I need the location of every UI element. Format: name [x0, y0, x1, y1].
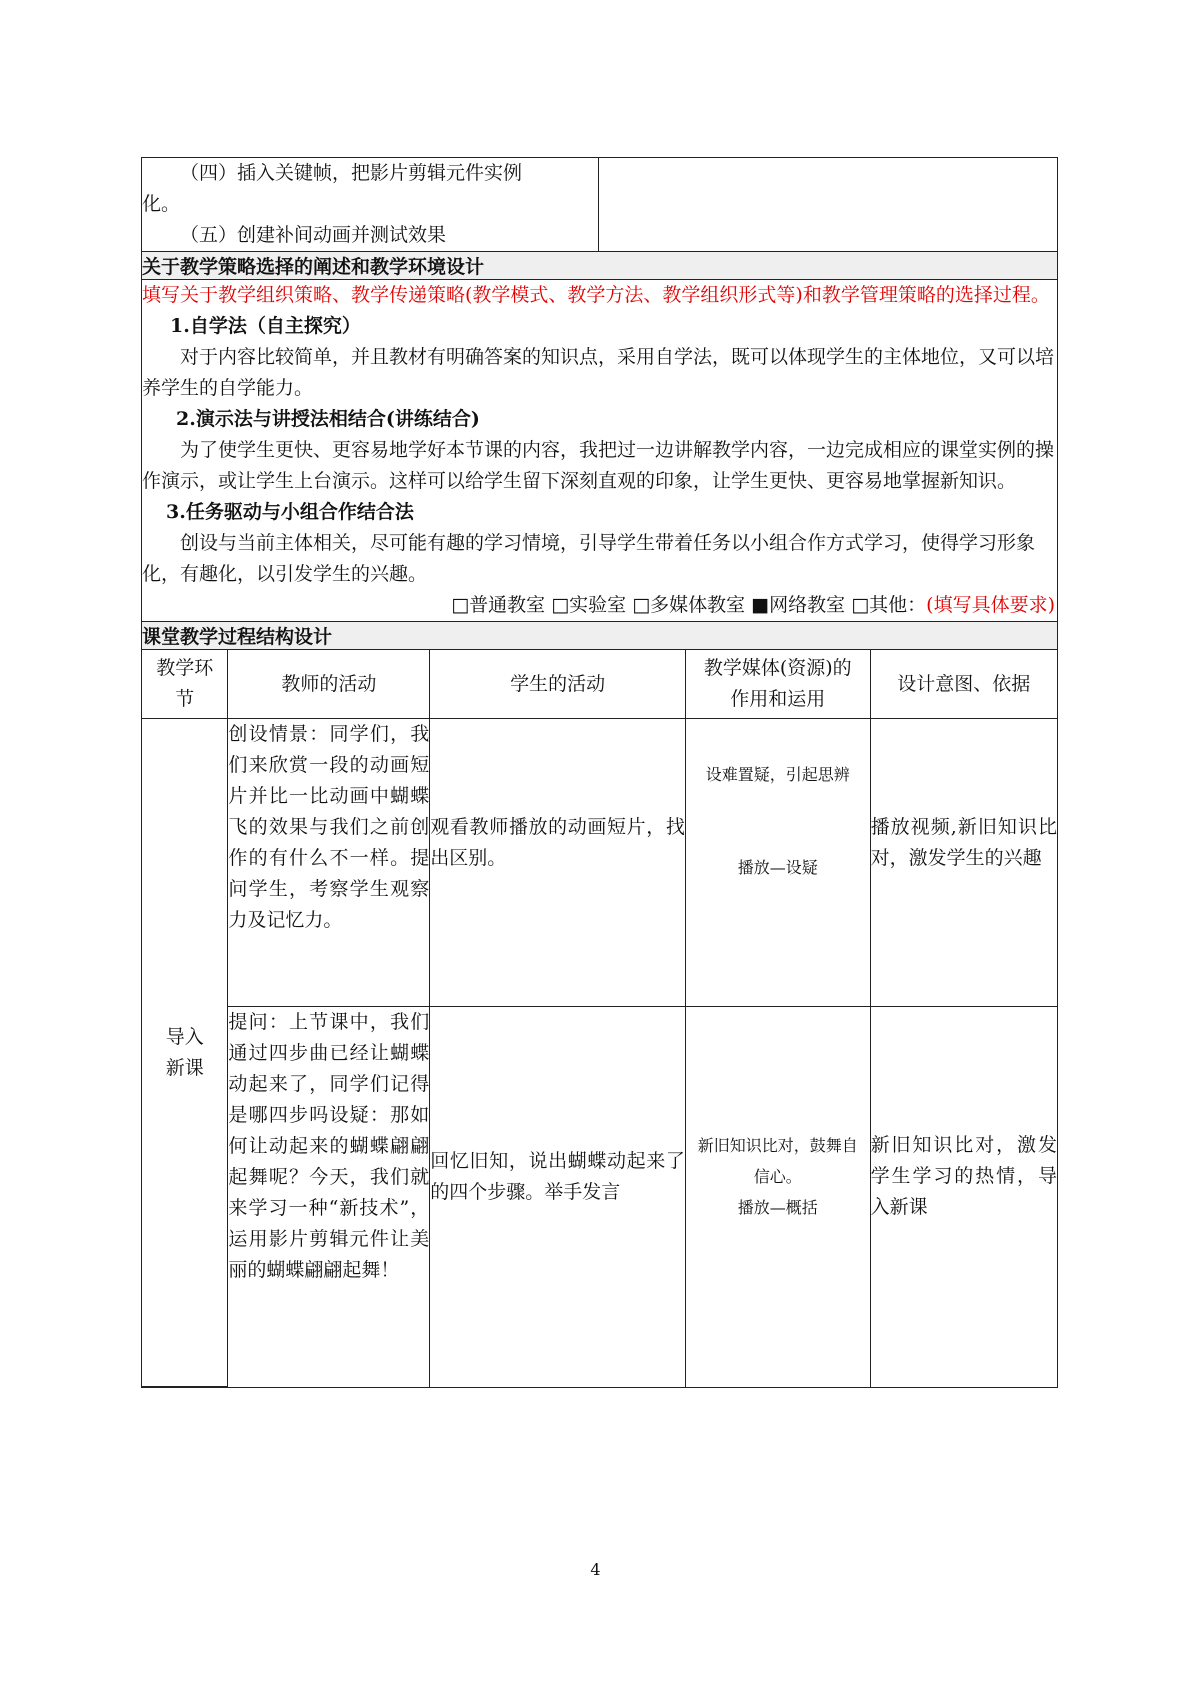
process-header-row	[142, 650, 1057, 719]
empty-cell	[599, 158, 1058, 252]
table-row	[142, 1007, 1057, 1387]
col-header-media: 教学媒体(资源)的作用和运用	[685, 650, 870, 719]
teacher-activity: 创设情景：同学们，我们来欣赏一段的动画短片并比一比动画中蝴蝶飞的效果与我们之前创作的有什么不一样。提问学生，考察学生观察力及记忆力。	[228, 719, 430, 1007]
remaining-steps-cell	[142, 158, 599, 252]
environment-options	[142, 590, 1057, 621]
media-usage: 播放—设疑	[737, 858, 818, 877]
media-usage: 播放—概括	[737, 1198, 818, 1218]
design-intent: 播放视频,新旧知识比对，激发学生的兴趣	[870, 719, 1057, 1007]
method-3-body: 创设与当前主体相关，尽可能有趣的学习情境，引导学生带着任务以小组合作方式学习，使得学习形象化，有趣化，以引发学生的兴趣。	[142, 532, 1036, 585]
col-header-stage: 教学环节	[142, 650, 228, 719]
method-2-body: 为了使学生更快、更容易地学好本节课的内容，我把过一边讲解教学内容，一边完成相应的课堂实例的操作演示，或让学生上台演示。这样可以给学生留下深刻直观的印象，让学生更快、更容易地掌握新知识。	[142, 439, 1055, 492]
strategy-content	[142, 280, 1058, 622]
method-3-title: 3.任务驱动与小组合作结合法	[166, 501, 414, 523]
col-header-student: 学生的活动	[430, 650, 686, 719]
media-cell	[685, 1007, 870, 1387]
method-1-body: 对于内容比较简单，并且教材有明确答案的知识点，采用自学法，既可以体现学生的主体地位，又可以培养学生的自学能力。	[142, 346, 1055, 399]
step-5: （五）创建补间动画并测试效果	[180, 224, 447, 246]
method-2-title: 2.演示法与讲授法相结合(讲练结合)	[176, 408, 480, 430]
env-other-note: (填写具体要求)	[926, 594, 1055, 616]
teacher-activity: 提问：上节课中，我们通过四步曲已经让蝴蝶动起来了，同学们记得是哪四步吗设疑：那如何让动起来的蝴蝶翩翩起舞呢？今天，我们就来学习一种“新技术”，运用影片剪辑元件让美丽的蝴蝶翩翩起舞！	[228, 1007, 430, 1387]
process-table	[142, 650, 1057, 1387]
env-option-multimedia: □多媒体教室	[632, 594, 746, 616]
env-option-lab: □实验室	[551, 594, 627, 616]
step-4-line1: （四）插入关键帧，把影片剪辑元件实例	[180, 162, 523, 184]
student-activity: 回忆旧知，说出蝴蝶动起来了的四个步骤。举手发言	[430, 1007, 686, 1387]
process-heading: 课堂教学过程结构设计	[142, 622, 1058, 650]
lesson-plan-table	[141, 157, 1058, 1388]
step-4-line2: 化。	[142, 193, 181, 215]
media-purpose: 新旧知识比对，鼓舞自信心。	[697, 1136, 858, 1187]
env-option-network: ■网络教室	[751, 594, 846, 616]
design-intent: 新旧知识比对，激发学生学习的热情，导入新课	[870, 1007, 1057, 1387]
env-option-other: □其他：	[851, 594, 927, 616]
media-cell	[685, 719, 870, 1007]
strategy-heading: 关于教学策略选择的阐述和教学环境设计	[142, 252, 1058, 280]
col-header-teacher: 教师的活动	[228, 650, 430, 719]
method-1-title: 1.自学法（自主探究）	[170, 315, 361, 337]
table-row	[142, 719, 1057, 1007]
strategy-instruction: 填写关于教学组织策略、教学传递策略(教学模式、教学方法、教学组织形式等)和教学管理策略的选择过程。	[142, 284, 1050, 306]
student-activity: 观看教师播放的动画短片，找出区别。	[430, 719, 686, 1007]
col-header-intent: 设计意图、依据	[870, 650, 1057, 719]
env-option-ordinary: □普通教室	[451, 594, 546, 616]
stage-cell: 导入新课	[142, 719, 228, 1387]
media-purpose: 设难置疑，引起思辨	[705, 765, 850, 784]
process-table-wrapper	[142, 650, 1058, 1388]
page-number: 4	[590, 1560, 601, 1579]
